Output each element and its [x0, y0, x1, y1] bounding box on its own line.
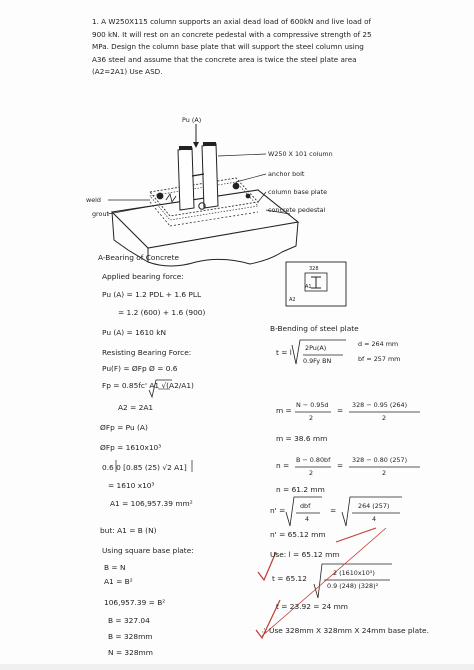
nprime-numerator: dbf [300, 502, 311, 510]
column-callout: W250 X 101 column [268, 150, 333, 158]
pedestal-callout: concrete pedestal [268, 206, 326, 214]
left-line: A2 = 2A1 [118, 403, 154, 412]
nprime-result: n' = 65.12 mm [270, 530, 326, 539]
plate-callout: column base plate [268, 188, 328, 196]
left-line: B = 327.04 [108, 616, 150, 625]
t-formula-denominator: 0.9Fy BN [303, 357, 332, 365]
m-denominator: 2 [309, 414, 314, 422]
grout-callout: grout [92, 210, 110, 218]
left-line: Resisting Bearing Force: [102, 348, 192, 357]
nprime-lhs: n' = [270, 506, 286, 515]
sketch-dim-label: 328 [309, 266, 319, 272]
t2-denominator: 0.9 (248) (328)² [327, 582, 379, 590]
n-substituted-denominator: 2 [382, 469, 387, 477]
n-substituted-numerator: 328 − 0.80 (257) [352, 456, 408, 464]
problem-text: A W250X115 column supports an axial dead load of 600kN and live load of 900 kN. It will rest on an concrete pedestal with a compressive strength of 25 MPa. Design the column base plate that will support the steel column using A36 steel and assume that the concrete area is twice the steel plate area (A2=2A1) Use ASD. [92, 17, 372, 77]
bf-value: bf = 257 mm [358, 355, 401, 363]
t-formula-lhs: t = l [276, 348, 292, 357]
bending-title: B-Bending of steel plate [270, 324, 359, 333]
left-line: ØFp = 1610x10³ [100, 443, 162, 452]
t-result: t = 23.92 = 24 mm [276, 602, 348, 611]
d-value: d = 264 mm [358, 340, 399, 348]
left-line: A1 = B² [104, 577, 133, 586]
nprime-substituted-denominator: 4 [372, 515, 377, 523]
left-line: = 1610 x10³ [108, 481, 155, 490]
left-line: N = 328mm [108, 648, 153, 657]
weld-callout: weld [86, 196, 101, 204]
n-numerator: B − 0.80bf [296, 456, 331, 464]
t-formula-numerator: 2Pu(A) [305, 344, 327, 352]
left-line: Pu(F) = ØFp Ø = 0.6 [102, 364, 178, 373]
nprime-denominator: 4 [305, 515, 310, 523]
left-line: Applied bearing force: [102, 272, 184, 281]
left-line: Pu (A) = 1.2 PDL + 1.6 PLL [102, 290, 202, 299]
m-lhs: m = [276, 406, 292, 415]
left-line: 0.6 0 [0.85 (25) √2 A1] [102, 463, 187, 472]
left-line: ØFp = Pu (A) [100, 423, 148, 432]
anchor-callout: anchor bolt [268, 170, 305, 178]
m-result: m = 38.6 mm [276, 434, 328, 443]
final-answer: ∴ Use 328mm X 328mm X 24mm base plate. [262, 626, 429, 635]
left-line: = 1.2 (600) + 1.6 (900) [118, 308, 206, 317]
n-lhs: n = [276, 461, 290, 470]
n-denominator: 2 [309, 469, 314, 477]
m-substituted-numerator: 328 − 0.95 (264) [352, 401, 408, 409]
sketch-a1-label: A1 [305, 284, 312, 290]
left-line: A-Bearing of Concrete [98, 253, 180, 262]
use-l: Use: l = 65.12 mm [270, 550, 340, 559]
left-line: B = N [104, 563, 126, 572]
page-bottom-strip [0, 664, 474, 670]
sketch-a2-label: A2 [289, 297, 296, 303]
n-equals: = [337, 461, 344, 470]
left-line: A1 = 106,957.39 mm² [110, 499, 193, 508]
left-line: B = 328mm [108, 632, 153, 641]
m-equals: = [337, 406, 344, 415]
m-substituted-denominator: 2 [382, 414, 387, 422]
left-line: Using square base plate: [102, 546, 194, 555]
nprime-equals: = [330, 506, 337, 515]
problem-number: 1. [92, 17, 99, 26]
left-line: 106,957.39 = B² [104, 598, 166, 607]
t2-lhs: t = 65.12 [272, 574, 307, 583]
left-line: Fp = 0.85fc' A1 √(A2/A1) [102, 381, 194, 390]
nprime-substituted-numerator: 264 (257) [358, 502, 390, 510]
m-numerator: N − 0.95d [296, 401, 329, 409]
left-line: but: A1 = B (N) [100, 526, 157, 535]
load-label: Pu (A) [182, 116, 202, 124]
t2-numerator: 2 (1610x10³) [333, 569, 375, 577]
left-line: Pu (A) = 1610 kN [102, 328, 167, 337]
n-result: n = 61.2 mm [276, 485, 325, 494]
